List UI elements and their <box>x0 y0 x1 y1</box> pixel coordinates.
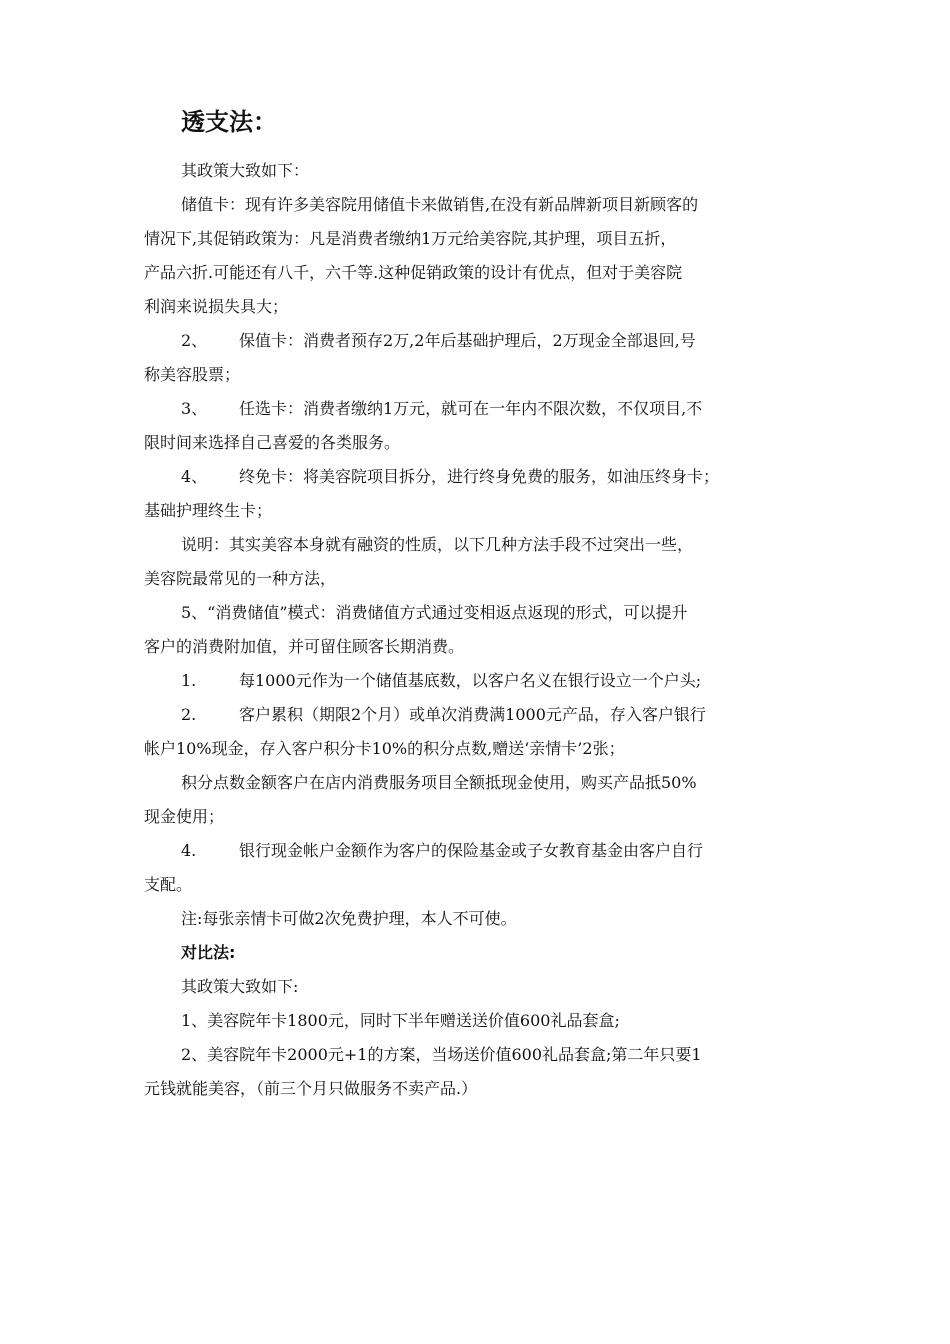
sub-item-1 <box>144 664 809 698</box>
sub-item-4-number: 4. <box>181 841 197 860</box>
item-3-line-2: 限时间来选择自己喜爱的各类服务。 <box>144 433 401 452</box>
sub-item-1-text: 每1000元作为一个储值基底数，以客户名义在银行设立一个户头; <box>239 671 702 690</box>
item-2-line-2: 称美容股票； <box>144 365 241 384</box>
comparison-item-2-line-2: 元钱就能美容，（前三个月只做服务不卖产品.） <box>144 1079 478 1098</box>
stored-value-card-line-3: 产品六折.可能还有八千，六千等.这种促销政策的设计有优点，但对于美容院 <box>144 263 683 282</box>
sub-item-4-line-1 <box>144 834 809 868</box>
section-heading-overdraft: 透支法： <box>181 108 277 136</box>
item-2-line-1 <box>144 324 809 358</box>
item-3-number: 3、 <box>181 399 208 418</box>
intro-line: 其政策大致如下： <box>181 161 310 180</box>
sub-item-2-text: 客户累积（期限2个月）或单次消费满1000元产品，存入客户银行 <box>239 705 706 724</box>
sub-item-4-line-2: 支配。 <box>144 875 193 894</box>
item-4-line-2: 基础护理终生卡； <box>144 501 273 520</box>
item-2-number: 2、 <box>181 331 208 350</box>
sub-item-2-number: 2. <box>181 705 197 724</box>
comparison-intro: 其政策大致如下: <box>181 977 299 996</box>
stored-value-card-line-2: 情况下,其促销政策为：凡是消费者缴纳1万元给美容院,其护理，项目五折， <box>144 229 677 248</box>
sub-item-2-line-1 <box>144 698 809 732</box>
points-line-2: 现金使用； <box>144 807 225 826</box>
item-5-line-1: 5、“消费储值”模式：消费储值方式通过变相返点返现的形式，可以提升 <box>181 603 688 622</box>
sub-item-2-line-2: 帐户10%现金，存入客户积分卡10%的积分点数,赠送‘亲情卡’2张； <box>144 739 625 758</box>
section-heading-comparison: 对比法: <box>181 943 236 962</box>
note-line-1: 说明：其实美容本身就有融资的性质，以下几种方法手段不过突出一些， <box>181 535 694 554</box>
item-3-line-1 <box>144 392 809 426</box>
comparison-item-1: 1、美容院年卡1800元，同时下半年赠送送价值600礼品套盒; <box>181 1011 620 1030</box>
sub-item-4-text: 银行现金帐户金额作为客户的保险基金或子女教育基金由客户自行 <box>239 841 704 860</box>
points-line-1: 积分点数金额客户在店内消费服务项目全额抵现金使用，购买产品抵50% <box>181 773 697 792</box>
item-3-text: 任选卡：消费者缴纳1万元，就可在一年内不限次数，不仅项目,不 <box>239 399 703 418</box>
document-body <box>144 154 809 1106</box>
stored-value-card-line-4: 利润来说损失具大； <box>144 297 289 316</box>
item-5-line-2: 客户的消费附加值，并可留住顾客长期消费。 <box>144 637 465 656</box>
note-line-2: 美容院最常见的一种方法， <box>144 569 337 588</box>
item-4-line-1 <box>144 460 809 494</box>
comparison-item-2-line-1: 2、美容院年卡2000元+1的方案，当场送价值600礼品套盒;第二年只要1 <box>181 1045 702 1064</box>
gift-card-note: 注:每张亲情卡可做2次免费护理，本人不可使。 <box>181 909 517 928</box>
sub-item-1-number: 1. <box>181 671 197 690</box>
stored-value-card-line-1: 储值卡：现有许多美容院用储值卡来做销售,在没有新品牌新项目新顾客的 <box>181 195 699 214</box>
item-4-text: 终免卡：将美容院项目拆分，进行终身免费的服务，如油压终身卡； <box>239 467 720 486</box>
item-4-number: 4、 <box>181 467 208 486</box>
item-2-text: 保值卡：消费者预存2万,2年后基础护理后，2万现金全部退回,号 <box>239 331 696 350</box>
